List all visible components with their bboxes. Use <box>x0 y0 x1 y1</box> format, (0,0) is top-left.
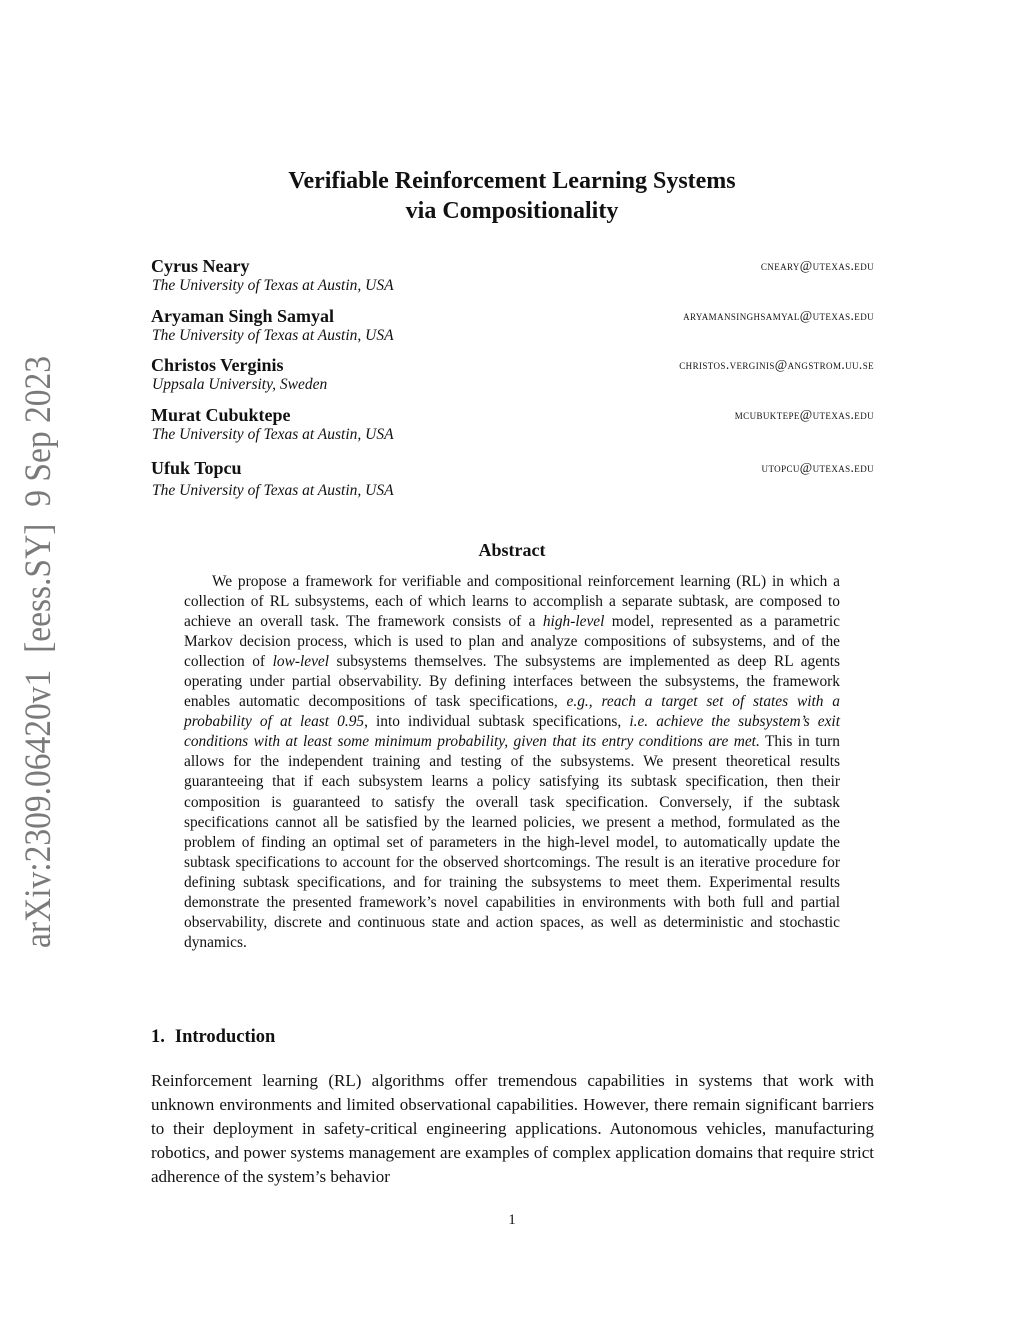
arxiv-stamp <box>6 352 66 952</box>
author-email[interactable]: aryamansinghsamyal@utexas.edu <box>683 308 874 323</box>
author-affiliation: The University of Texas at Austin, USA <box>152 426 394 443</box>
introduction-paragraph: Reinforcement learning (RL) algorithms offer tremendous capabilities in systems that work with unknown environments and limited observational capabilities. However, there remain significant barriers to their deployment in safety-critical engineering applications. Autonomous vehicles, manufacturing robotics, and power systems management are examples of complex application domains that require strict adherence of the system’s behavior <box>151 1071 874 1186</box>
section-heading-introduction <box>151 1027 275 1048</box>
abstract-text: model, represented as a parametric Markov decision process, which is used to plan and analyze compositions of subsystems, and of the collection of <box>184 613 840 671</box>
author-affiliation: Uppsala University, Sweden <box>152 376 328 393</box>
abstract-heading: Abstract <box>478 540 546 560</box>
author-block <box>151 457 874 501</box>
author-name: Cyrus Neary <box>151 256 250 276</box>
author-block <box>151 255 874 299</box>
abstract-emphasis: i.e. achieve the subsystem’s exit conditions with at least some minimum probability, given that its entry conditions are met. <box>184 713 840 751</box>
author-name: Aryaman Singh Samyal <box>151 306 335 326</box>
author-name: Christos Verginis <box>151 355 284 375</box>
abstract-paragraph <box>184 572 840 953</box>
author-email[interactable]: cneary@utexas.edu <box>760 258 874 273</box>
abstract-emphasis: low-level <box>272 653 330 671</box>
title-line-1: Verifiable Reinforcement Learning Systems <box>288 168 736 194</box>
author-block <box>151 305 874 349</box>
paper-title <box>150 166 874 226</box>
abstract-body <box>184 572 840 953</box>
author-name: Murat Cubuktepe <box>151 405 291 425</box>
author-name: Ufuk Topcu <box>151 458 242 478</box>
author-block <box>151 354 874 398</box>
abstract-text: We propose a framework for verifiable and compositional reinforcement learning (RL) in which a collection of RL subsystems, each of which learns to accomplish a separate subtask, are composed to achieve an overall task. The framework consists of a <box>184 573 840 631</box>
author-block <box>151 404 874 448</box>
abstract-text: This in turn allows for the independent training and testing of the subsystems. We present theoretical results guaranteeing that if each subsystem learns a policy satisfying its subtask specification, then their composition is guaranteed to satisfy the overall task specification. Conversely, if the subtask specifications cannot all be satisfied by the learned policies, we present a method, formulated as the problem of finding an optimal set of parameters in the high-level model, to automatically update the subtask specifications to account for the observed shortcomings. The result is an iterative procedure for defining subtask specifications, and for training the subsystems to meet them. Experimental results demonstrate the presented framework’s novel capabilities in environments with both full and partial observability, discrete and continuous state and action spaces, as well as deterministic and stochastic dynamics. <box>184 733 840 951</box>
introduction-body <box>151 1069 874 1189</box>
page-number: 1 <box>508 1212 516 1228</box>
abstract-emphasis: high-level <box>542 613 605 631</box>
author-email[interactable]: mcubuktepe@utexas.edu <box>734 407 874 422</box>
abstract-text: , into individual subtask specifications, <box>364 713 630 731</box>
arxiv-stamp-svg <box>6 352 66 952</box>
section-number: 1. <box>151 1027 165 1047</box>
author-affiliation: The University of Texas at Austin, USA <box>152 327 394 344</box>
section-title: Introduction <box>174 1027 276 1047</box>
author-affiliation: The University of Texas at Austin, USA <box>152 277 394 294</box>
author-email[interactable]: utopcu@utexas.edu <box>761 460 874 475</box>
abstract-emphasis: e.g., reach a target set of states with a probability of at least 0.95 <box>184 693 840 731</box>
abstract-text: subsystems themselves. The subsystems are implemented as deep RL agents operating under partial observability. By defining interfaces between the subsystems, the framework enables automatic decompositions of task specifications, <box>184 653 840 711</box>
author-affiliation: The University of Texas at Austin, USA <box>152 482 394 499</box>
author-email[interactable]: christos.verginis@angstrom.uu.se <box>679 357 874 372</box>
arxiv-stamp-text: arXiv:2309.06420v1 [eess.SY] 9 Sep 2023 <box>18 352 59 948</box>
title-line-2: via Compositionality <box>405 198 619 224</box>
